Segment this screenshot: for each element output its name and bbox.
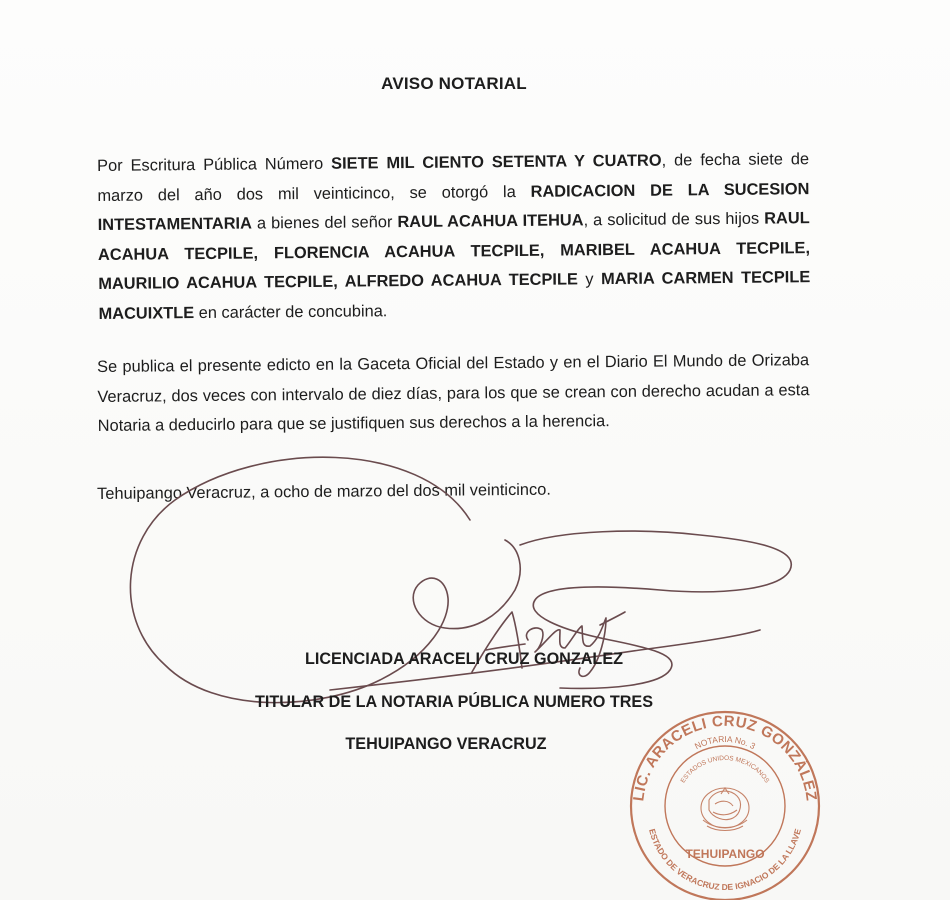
text-run: Por Escritura Pública Número <box>97 154 332 175</box>
paragraph-publication: Se publica el presente edicto en la Gaceta Oficial del Estado y en el Diario El Mundo de Orizaba Veracruz, dos veces con intervalo de diez días, para los que se crean con derecho acudan a esta Notaria a deducirlo para que se justifiquen sus derechos a la herencia. <box>97 351 810 435</box>
seal-outer-text: LIC. ARACELI CRUZ GONZÁLEZ <box>630 712 820 803</box>
notary-name: LICENCIADA ARACELI CRUZ GONZALEZ <box>304 650 624 668</box>
bold-run: RAUL ACAHUA ITEHUA <box>397 211 584 232</box>
seal-city: TEHUIPANGO <box>685 847 765 861</box>
notary-position: TITULAR DE LA NOTARIA PÚBLICA NUMERO TRES <box>254 693 654 711</box>
seal-country-text: ESTADOS UNIDOS MEXICANOS <box>679 754 771 785</box>
seal-bottom-text: ESTADO DE VERACRUZ DE IGNACIO DE LA LLAVE <box>647 827 803 893</box>
text-run: y <box>577 270 602 289</box>
seal-notary-number: NOTARIA No. 3 <box>692 733 758 752</box>
svg-text:ESTADOS UNIDOS MEXICANOS <box>680 755 771 785</box>
bold-run: SIETE MIL CIENTO SETENTA Y CUATRO <box>331 151 662 173</box>
document-title: AVISO NOTARIAL <box>381 74 527 93</box>
svg-text:NOTARIA No. 3 <box>693 734 757 751</box>
bold-run: RADICACION DE LA SUCESION INTESTAMENTARIA <box>97 179 810 234</box>
bold-run: MARIA CARMEN TECPILE MACUIXTLE <box>98 268 811 323</box>
place-and-date: Tehuipango Veracruz, a ocho de marzo del dos mil veinticinco. <box>97 480 551 503</box>
text-run: a bienes del señor <box>251 213 398 233</box>
bold-run: RAUL ACAHUA TECPILE, FLORENCIA ACAHUA TECPILE, MARIBEL ACAHUA TECPILE, MAURILIO ACAHUA TECPILE, ALFREDO ACAHUA TECPILE <box>97 209 811 293</box>
text-run: , a solicitud de sus hijos <box>583 209 765 230</box>
notary-seal-stamp <box>625 708 825 900</box>
text-run: , de fecha siete de marzo del año dos mil veinticinco, se otorgó la <box>97 150 810 205</box>
notary-location: TEHUIPANGO VERACRUZ <box>345 735 547 753</box>
text-run: en carácter de concubina. <box>194 301 388 322</box>
